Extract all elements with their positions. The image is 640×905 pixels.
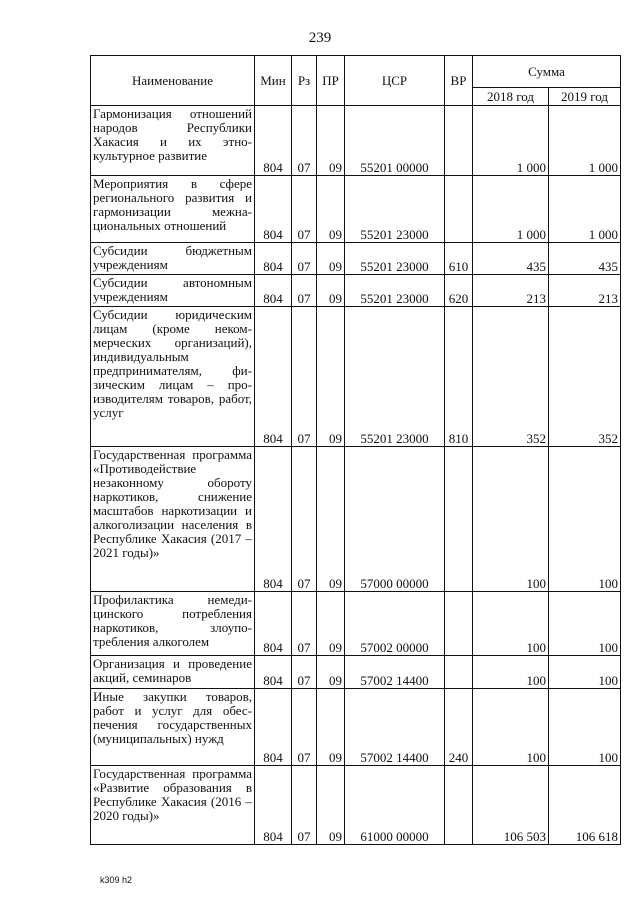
- row-rz: 07: [292, 275, 317, 307]
- footer-code: k309 h2: [100, 875, 133, 885]
- row-rz: 07: [292, 447, 317, 592]
- row-csr: 57002 14400: [345, 689, 445, 766]
- row-amount-2018: 106 503: [473, 766, 549, 845]
- row-amount-2018: 1 000: [473, 176, 549, 243]
- row-csr: 55201 00000: [345, 106, 445, 176]
- row-name: Субсидии бюджетным учреждениям: [91, 243, 255, 275]
- row-amount-2019: 106 618: [549, 766, 621, 845]
- row-name: Профилактика немедицинского потребления наркотиков, злоупотребления алкоголем: [91, 592, 255, 656]
- table-row: [91, 106, 621, 176]
- row-csr: 55201 23000: [345, 176, 445, 243]
- row-name: Мероприятия в сфере регионального развития и гармонизации межнациональных отношений: [91, 176, 255, 243]
- row-pr: 09: [317, 689, 345, 766]
- row-min: 804: [255, 447, 292, 592]
- row-csr: 61000 00000: [345, 766, 445, 845]
- row-vr: [445, 766, 473, 845]
- row-name: Гармонизация отношений народов Республики Хакасия и их этнокультурное развитие: [91, 106, 255, 176]
- row-amount-2019: 100: [549, 592, 621, 656]
- row-pr: 09: [317, 447, 345, 592]
- row-min: 804: [255, 275, 292, 307]
- header-vr: ВР: [445, 56, 473, 106]
- header-min: Мин: [255, 56, 292, 106]
- table-row: [91, 592, 621, 656]
- row-amount-2018: 435: [473, 243, 549, 275]
- row-rz: 07: [292, 176, 317, 243]
- header-csr: ЦСР: [345, 56, 445, 106]
- row-name: Государственная программа «Развитие образования в Республике Хакасия (2016 – 2020 годы)»: [91, 766, 255, 845]
- table-row: [91, 689, 621, 766]
- row-vr: [445, 656, 473, 689]
- row-rz: 07: [292, 592, 317, 656]
- table-row: [91, 307, 621, 447]
- row-pr: 09: [317, 243, 345, 275]
- row-pr: 09: [317, 307, 345, 447]
- row-rz: 07: [292, 243, 317, 275]
- row-pr: 09: [317, 766, 345, 845]
- row-name: Государственная программа «Противодействие незаконному обороту наркотиков, снижение масштабов наркотизации и алкоголизации населения в Республике Хакасия (2017 – 2021 годы)»: [91, 447, 255, 592]
- row-csr: 55201 23000: [345, 243, 445, 275]
- row-min: 804: [255, 307, 292, 447]
- row-amount-2018: 100: [473, 592, 549, 656]
- header-sum: Сумма: [473, 56, 621, 88]
- row-amount-2019: 435: [549, 243, 621, 275]
- row-amount-2019: 100: [549, 689, 621, 766]
- row-rz: 07: [292, 656, 317, 689]
- row-vr: 810: [445, 307, 473, 447]
- row-amount-2019: 100: [549, 447, 621, 592]
- row-pr: 09: [317, 592, 345, 656]
- row-vr: [445, 176, 473, 243]
- header-pr: ПР: [317, 56, 345, 106]
- row-rz: 07: [292, 307, 317, 447]
- row-vr: 620: [445, 275, 473, 307]
- page-number: 239: [308, 30, 332, 46]
- header-year-2019: 2019 год: [549, 88, 621, 106]
- row-amount-2018: 100: [473, 656, 549, 689]
- row-rz: 07: [292, 106, 317, 176]
- row-name: Субсидии юридическим лицам (кроме некоммерческих организаций), индивидуальным предпринимателям, физическим лицам – производителям товаров, работ, услуг: [91, 307, 255, 447]
- row-amount-2019: 1 000: [549, 106, 621, 176]
- row-min: 804: [255, 766, 292, 845]
- row-amount-2019: 213: [549, 275, 621, 307]
- row-rz: 07: [292, 689, 317, 766]
- row-vr: [445, 106, 473, 176]
- row-pr: 09: [317, 106, 345, 176]
- row-amount-2019: 1 000: [549, 176, 621, 243]
- row-vr: 240: [445, 689, 473, 766]
- row-amount-2018: 100: [473, 447, 549, 592]
- table-row: [91, 766, 621, 845]
- row-name: Организация и проведение акций, семинаров: [91, 656, 255, 689]
- row-csr: 55201 23000: [345, 275, 445, 307]
- row-pr: 09: [317, 176, 345, 243]
- row-name: Иные закупки товаров, работ и услуг для обеспечения государственных (муниципальных) нужд: [91, 689, 255, 766]
- row-amount-2018: 1 000: [473, 106, 549, 176]
- budget-table: [90, 55, 621, 845]
- row-vr: [445, 592, 473, 656]
- row-min: 804: [255, 592, 292, 656]
- row-amount-2019: 352: [549, 307, 621, 447]
- row-amount-2018: 352: [473, 307, 549, 447]
- header-year-2018: 2018 год: [473, 88, 549, 106]
- table-row: [91, 275, 621, 307]
- table-row: [91, 447, 621, 592]
- table-row: [91, 243, 621, 275]
- row-csr: 57002 00000: [345, 592, 445, 656]
- row-csr: 55201 23000: [345, 307, 445, 447]
- row-min: 804: [255, 656, 292, 689]
- row-vr: [445, 447, 473, 592]
- row-pr: 09: [317, 656, 345, 689]
- row-amount-2019: 100: [549, 656, 621, 689]
- row-amount-2018: 213: [473, 275, 549, 307]
- row-vr: 610: [445, 243, 473, 275]
- row-min: 804: [255, 106, 292, 176]
- row-csr: 57000 00000: [345, 447, 445, 592]
- row-min: 804: [255, 689, 292, 766]
- row-rz: 07: [292, 766, 317, 845]
- row-min: 804: [255, 243, 292, 275]
- header-rz: Рз: [292, 56, 317, 106]
- table-row: [91, 176, 621, 243]
- header-name: Наименование: [91, 56, 255, 106]
- row-pr: 09: [317, 275, 345, 307]
- row-name: Субсидии автономным учреждениям: [91, 275, 255, 307]
- row-min: 804: [255, 176, 292, 243]
- row-amount-2018: 100: [473, 689, 549, 766]
- table-row: [91, 656, 621, 689]
- row-csr: 57002 14400: [345, 656, 445, 689]
